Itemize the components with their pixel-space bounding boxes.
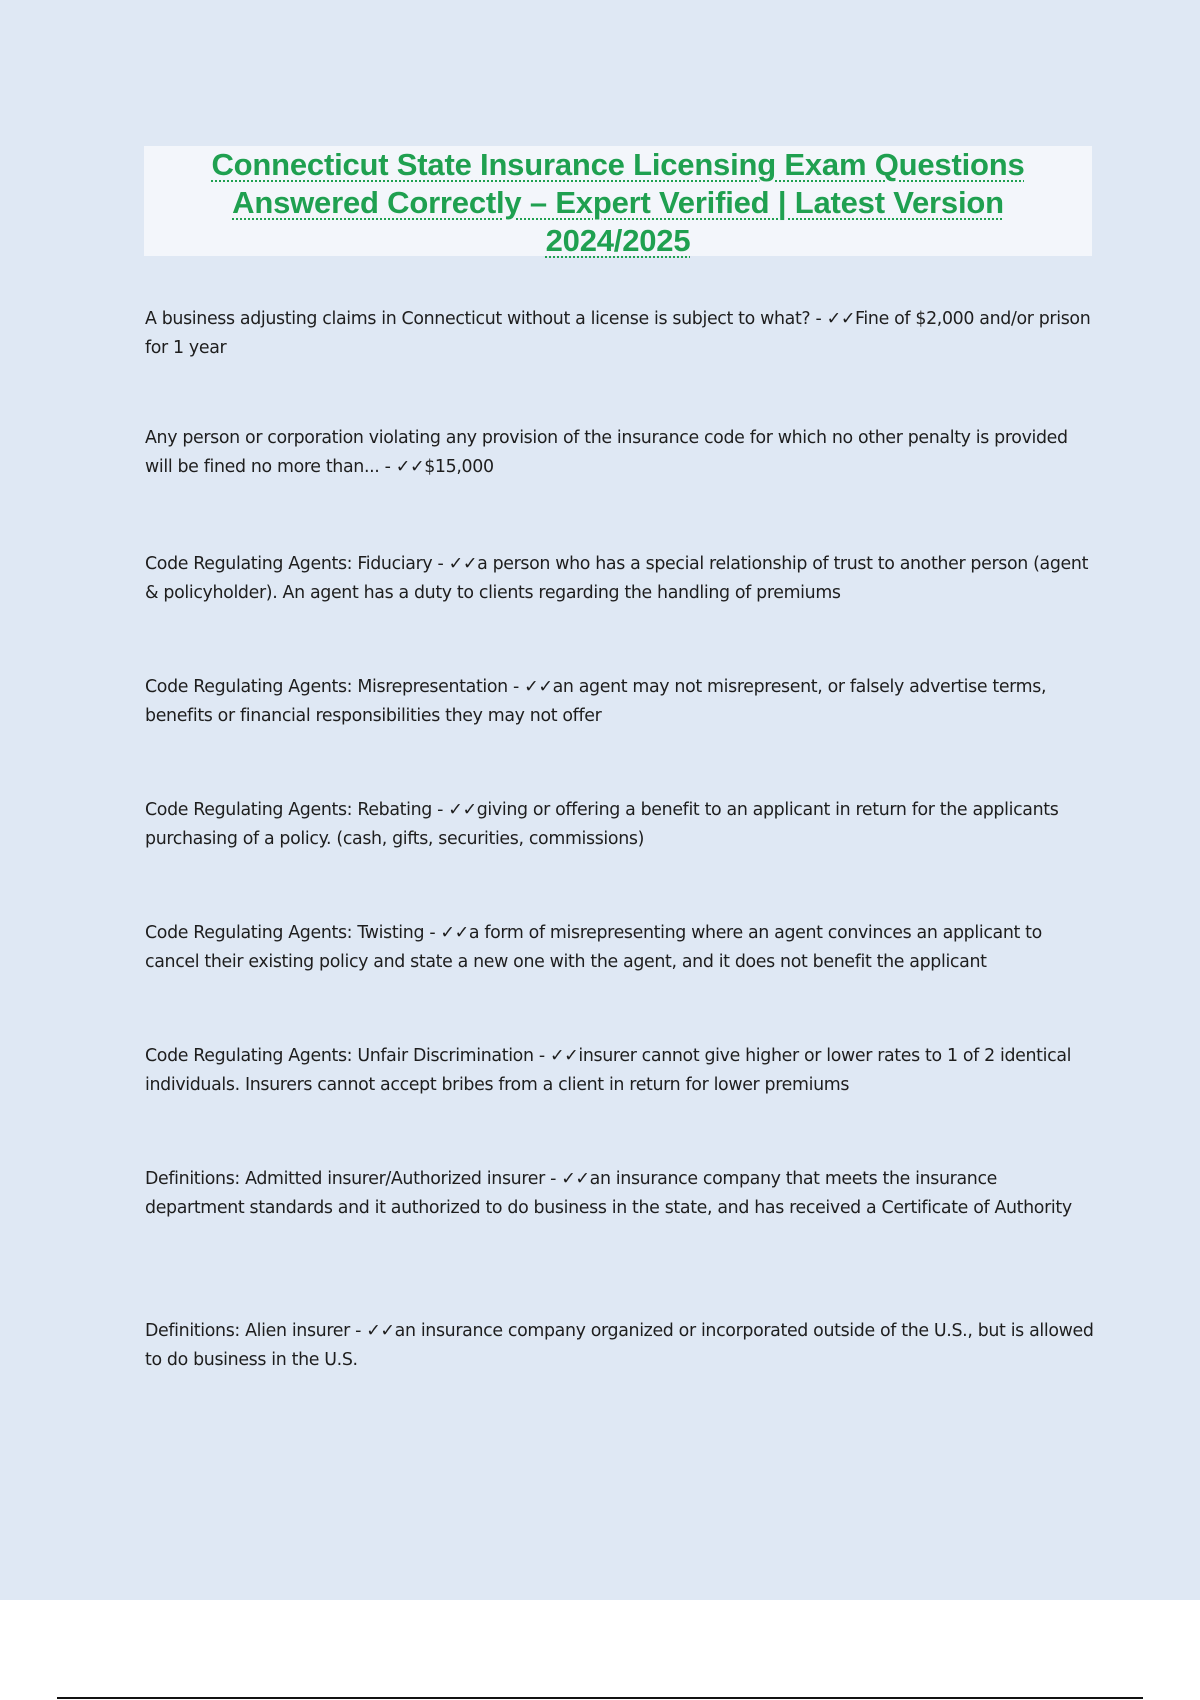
- document-title-box: [144, 146, 1092, 256]
- checkmark-icon: ✓✓: [366, 1321, 395, 1341]
- checkmark-icon: ✓✓: [524, 677, 553, 697]
- qa-answer: giving or offering a benefit to an applicant in return for the applicants purchasing of a policy. (cash, gifts, securities, commissions): [145, 800, 1059, 849]
- qa-answer: an agent may not misrepresent, or falsely advertise terms, benefits or financial responsibilities they may not offer: [145, 677, 1047, 726]
- checkmark-icon: ✓✓: [440, 923, 469, 943]
- qa-separator: -: [431, 800, 449, 820]
- qa-answer: $15,000: [424, 457, 494, 477]
- qa-separator: -: [349, 1321, 367, 1341]
- footer-rule: [57, 1697, 1143, 1699]
- qa-separator: -: [544, 1169, 562, 1189]
- document-title-line-3: 2024/2025: [545, 223, 691, 258]
- qa-question: A business adjusting claims in Connecticut without a license is subject to what?: [145, 309, 811, 329]
- qa-answer: an insurance company organized or incorporated outside of the U.S., but is allowed to do business in the U.S.: [145, 1321, 1094, 1370]
- qa-question: Code Regulating Agents: Rebating: [145, 800, 432, 820]
- qa-question: Any person or corporation violating any provision of the insurance code for which no other penalty is provided will be fined no more than...: [145, 428, 1068, 477]
- qa-separator: -: [810, 309, 827, 329]
- qa-answer: a person who has a special relationship of trust to another person (agent & policyholder). An agent has a duty to clients regarding the handling of premiums: [145, 554, 1089, 603]
- qa-item: [145, 424, 1095, 482]
- qa-answer: Fine of $2,000 and/or prison for 1 year: [145, 309, 1091, 358]
- checkmark-icon: ✓✓: [549, 1046, 579, 1066]
- qa-item: [145, 1317, 1095, 1375]
- qa-separator: -: [379, 457, 396, 477]
- qa-item: [145, 550, 1095, 608]
- qa-separator: -: [424, 923, 441, 943]
- qa-answer: insurer cannot give higher or lower rates to 1 of 2 identical individuals. Insurers cannot accept bribes from a client in return for lower premiums: [145, 1046, 1072, 1095]
- qa-item: [145, 1042, 1095, 1100]
- qa-answer: a form of misrepresenting where an agent convinces an applicant to cancel their existing policy and state a new one with the agent, and it does not benefit the applicant: [145, 923, 1042, 972]
- qa-separator: -: [507, 677, 525, 697]
- checkmark-icon: ✓✓: [395, 457, 425, 477]
- qa-item: [145, 919, 1095, 977]
- qa-item: [145, 673, 1095, 731]
- checkmark-icon: ✓✓: [448, 554, 478, 574]
- qa-question: Code Regulating Agents: Unfair Discrimination: [145, 1046, 534, 1066]
- qa-question: Code Regulating Agents: Misrepresentation: [145, 677, 508, 697]
- qa-item: [145, 1165, 1095, 1223]
- checkmark-icon: ✓✓: [561, 1169, 590, 1189]
- qa-question: Code Regulating Agents: Fiduciary: [145, 554, 433, 574]
- qa-separator: -: [432, 554, 449, 574]
- checkmark-icon: ✓✓: [448, 800, 477, 820]
- qa-item: [145, 796, 1095, 854]
- qa-question: Definitions: Alien insurer: [145, 1321, 350, 1341]
- checkmark-icon: ✓✓: [826, 309, 856, 329]
- qa-separator: -: [533, 1046, 550, 1066]
- document-title-line-1: Connecticut State Insurance Licensing Exam Questions: [211, 147, 1025, 182]
- qa-item: [145, 305, 1095, 363]
- qa-question: Definitions: Admitted insurer/Authorized insurer: [145, 1169, 545, 1189]
- qa-answer: an insurance company that meets the insurance department standards and it authorized to do business in the state, and has received a Certificate of Authority: [145, 1169, 1072, 1218]
- document-title-line-2: Answered Correctly – Expert Verified | Latest Version: [232, 185, 1004, 220]
- qa-question: Code Regulating Agents: Twisting: [145, 923, 425, 943]
